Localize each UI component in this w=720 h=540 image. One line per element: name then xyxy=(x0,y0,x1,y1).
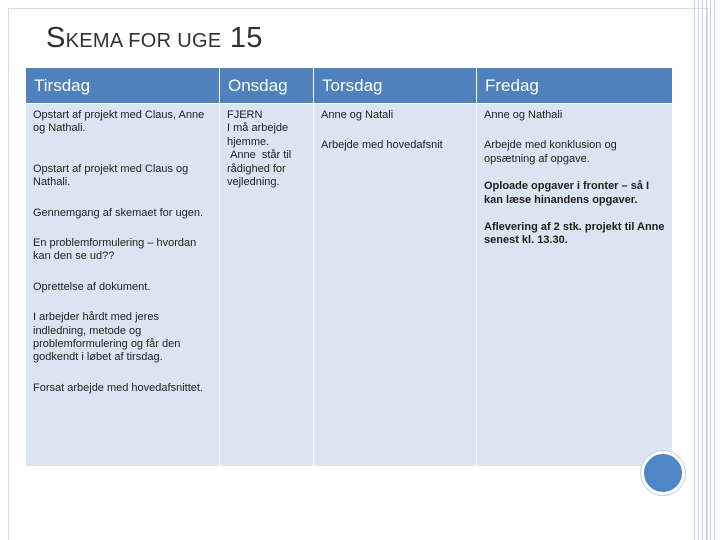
fredag-item-bold: Oploade opgaver i fronter – så I kan læse hinandens opgaver. xyxy=(484,180,650,206)
cell-tirsdag xyxy=(26,104,220,467)
schedule-table xyxy=(25,67,673,467)
fredag-item: Arbejde med konklusion og opsætning af opgave. xyxy=(484,139,617,165)
header-onsdag: Onsdag xyxy=(220,68,314,104)
tirsdag-item: I arbejder hårdt med jeres indledning, metode og problemformulering og får den godkendt i løbet af tirsdag. xyxy=(33,311,181,364)
tirsdag-item: Oprettelse af dokument. xyxy=(33,280,151,293)
header-fredag: Fredag xyxy=(477,68,673,104)
fredag-item-bold: Aflevering af 2 stk. projekt til Anne senest kl. 13.30. xyxy=(484,221,665,247)
header-row xyxy=(26,68,673,104)
cell-fredag xyxy=(477,104,673,467)
onsdag-item: Anne står til rådighed for vejledning. xyxy=(227,149,295,189)
torsdag-item: Anne og Natali xyxy=(321,109,394,121)
slide-title xyxy=(46,22,263,55)
tirsdag-item: En problemformulering – hvordan kan den se ud?? xyxy=(33,237,197,263)
fredag-item: Anne og Nathali xyxy=(484,109,563,121)
torsdag-item: Arbejde med hovedafsnit xyxy=(321,139,443,152)
tirsdag-item: Opstart af projekt med Claus, Anne og Nathali. xyxy=(33,109,205,135)
header-torsdag: Torsdag xyxy=(314,68,477,104)
schedule-row xyxy=(26,104,673,467)
tirsdag-item: Gennemgang af skemaet for ugen. xyxy=(33,206,203,219)
header-tirsdag: Tirsdag xyxy=(26,68,220,104)
onsdag-item: FJERN xyxy=(227,109,263,121)
title-number: 15 xyxy=(229,22,263,54)
decorative-circle xyxy=(641,451,685,495)
title-initial: S xyxy=(46,22,66,54)
tirsdag-item: Opstart af projekt med Claus og Nathali. xyxy=(33,162,189,189)
cell-onsdag xyxy=(220,104,314,467)
cell-torsdag xyxy=(314,104,477,467)
tirsdag-item: Forsat arbejde med hovedafsnittet. xyxy=(33,381,203,394)
onsdag-item: I må arbejde hjemme. xyxy=(227,122,289,148)
decorative-stripes xyxy=(690,0,720,540)
title-rest: KEMA FOR UGE xyxy=(65,30,222,52)
